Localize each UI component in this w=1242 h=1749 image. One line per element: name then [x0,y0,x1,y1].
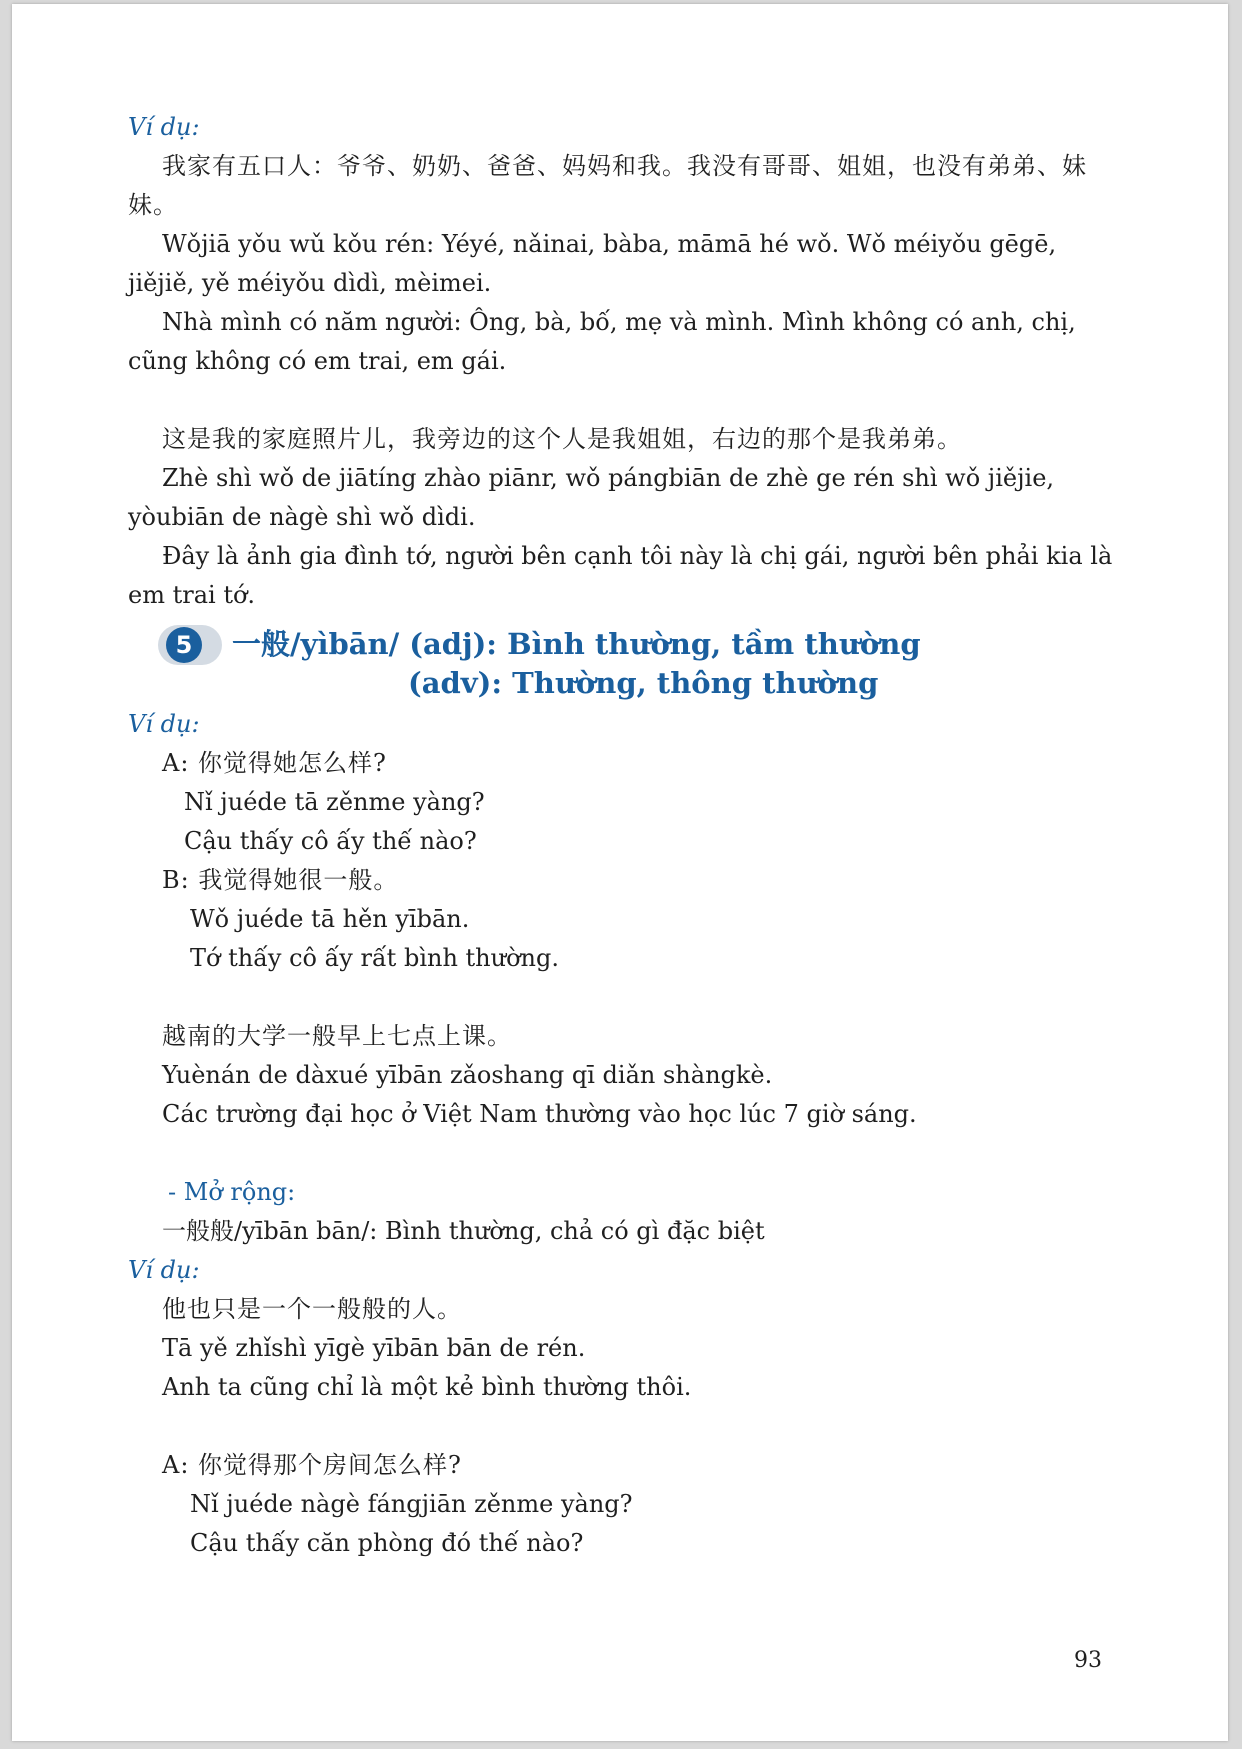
example-label: Ví dụ: [128,710,200,738]
example-chinese: 我家有五口人：爷爷、奶奶、爸爸、妈妈和我。我没有哥哥、姐姐，也没有弟弟、妹妹。 [128,152,1087,219]
example-vietnamese: Nhà mình có năm người: Ông, bà, bố, mẹ và mình. Mình không có anh, chị, cũng không có em trai, em gái. [128,308,1076,375]
spacer [128,1407,1128,1446]
dialog-a-pinyin: Nǐ juéde tā zěnme yàng? [184,788,485,816]
expand-label: - Mở rộng: [168,1178,296,1206]
dialog-a-chinese: A: 你觉得她怎么样? [162,749,387,777]
example-chinese: 这是我的家庭照片儿，我旁边的这个人是我姐姐，右边的那个是我弟弟。 [162,425,962,453]
page-number: 93 [1074,1648,1102,1673]
section-heading [128,625,1128,703]
section-heading-line1: 一般/yìbān/ (adj): Bình thường, tầm thường [232,627,921,661]
spacer [128,381,1128,420]
dialog-a-pinyin: Nǐ juéde nàgè fángjiān zěnme yàng? [190,1490,633,1518]
example-vietnamese: Đây là ảnh gia đình tớ, người bên cạnh tôi này là chị gái, người bên phải kia là em trai tớ. [128,542,1113,609]
example-pinyin: Wǒjiā yǒu wǔ kǒu rén: Yéyé, nǎinai, bàba, māmā hé wǒ. Wǒ méiyǒu gēgē, jiějiě, yě méiyǒu dìdì, mèimei. [128,230,1057,297]
dialog-b-pinyin: Wǒ juéde tā hěn yībān. [190,905,470,933]
dialog-a-vietnamese: Cậu thấy cô ấy thế nào? [184,827,477,855]
example-chinese: 越南的大学一般早上七点上课。 [162,1022,512,1050]
example-vietnamese: Anh ta cũng chỉ là một kẻ bình thường thôi. [162,1373,692,1401]
dialog-b-chinese: B: 我觉得她很一般。 [162,866,399,894]
spacer [128,1134,1128,1173]
expand-term: 一般般/yībān bān/: Bình thường, chả có gì đặc biệt [162,1217,765,1245]
example-chinese: 他也只是一个一般般的人。 [162,1295,462,1323]
spacer [128,978,1128,1017]
example-label: Ví dụ: [128,1256,200,1284]
example-pinyin: Tā yě zhǐshì yīgè yībān bān de rén. [162,1334,586,1362]
example-pinyin: Zhè shì wǒ de jiātíng zhào piānr, wǒ pángbiān de zhè ge rén shì wǒ jiějie, yòubiān de nàgè shì wǒ dìdi. [128,464,1055,531]
example-label: Ví dụ: [128,113,200,141]
example-pinyin: Yuènán de dàxué yībān zǎoshang qī diǎn shàngkè. [162,1061,773,1089]
dialog-b-vietnamese: Tớ thấy cô ấy rất bình thường. [190,944,559,972]
book-page [12,4,1228,1741]
dialog-a-chinese: A: 你觉得那个房间怎么样? [162,1451,462,1479]
section-number-badge: 5 [166,627,202,663]
example-vietnamese: Các trường đại học ở Việt Nam thường vào học lúc 7 giờ sáng. [162,1100,917,1128]
section-heading-line2: (adv): Thường, thông thường [408,666,879,700]
page-content [128,108,1128,1563]
dialog-a-vietnamese: Cậu thấy căn phòng đó thế nào? [190,1529,584,1557]
